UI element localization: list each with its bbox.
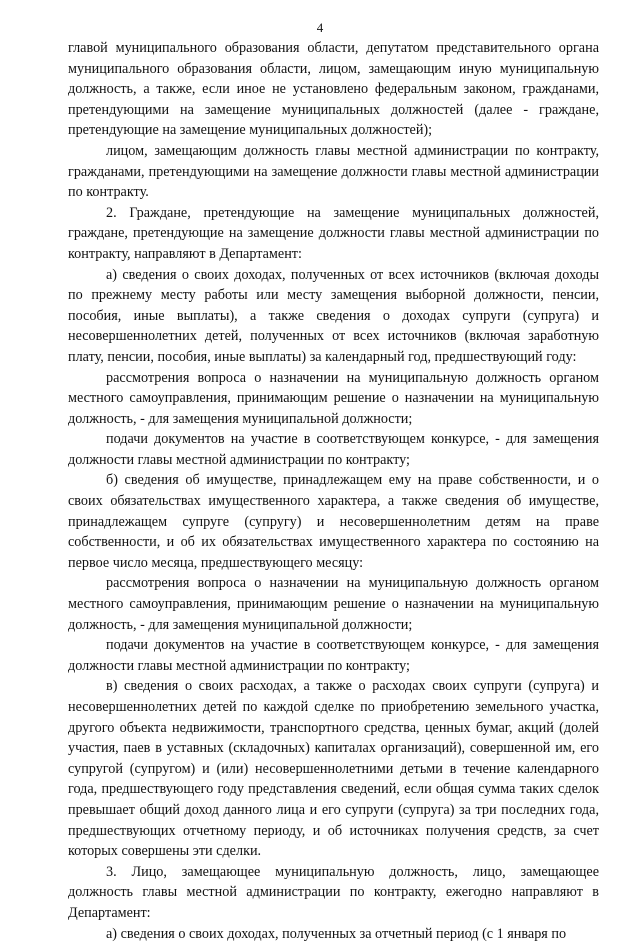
paragraph-head-of-administration: лицом, замещающим должность главы местной администрации по контракту, гражданами, претендующими на замещение должности главы местной администрации по контракту. — [68, 142, 599, 201]
paragraph-continuation: главой муниципального образования области, депутатом представительного органа муниципального образования области, лицом, замещающим иную муниципальную должность, а также, если иное не установлено федеральным законом, гражданами, претендующими на замещение муниципальных должностей (далее - граждане, претендующие на замещение муниципальных должностей); — [68, 40, 599, 139]
paragraph-clause-2: 2. Граждане, претендующие на замещение муниципальных должностей, граждане, претендующие на замещение должности главы местной администрации по контракту, направляют в Департамент: — [68, 204, 599, 262]
paragraph-clause-2a: а) сведения о своих доходах, полученных от всех источников (включая доходы по прежнему месту работы или месту замещения выборной должности, пенсии, пособия, иные выплаты), а также сведения о доходах супруги (супруга) и несовершеннолетних детей, полученных от всех источников (включая заработную плату, пенсии, пособия, иные выплаты) за календарный год, предшествующий году: — [68, 266, 599, 365]
paragraph-clause-3: 3. Лицо, замещающее муниципальную должность, лицо, замещающее должность главы местной администрации по контракту, ежегодно направляют в Департамент: — [68, 863, 599, 921]
paragraph-clause-2b: б) сведения об имуществе, принадлежащем ему на праве собственности, и о своих обязательствах имущественного характера, а также сведения об имуществе, принадлежащем супруге (супругу) и несовершеннолетним детям на праве собственности, и об их обязательствах имущественного характера по состоянию на первое число месяца, предшествующего месяцу: — [68, 472, 599, 571]
document-body — [68, 38, 599, 944]
paragraph-clause-2a-case-2: подачи документов на участие в соответствующем конкурсе, - для замещения должности главы местной администрации по контракту; — [68, 431, 599, 468]
paragraph-clause-3a: а) сведения о своих доходах, полученных за отчетный период (с 1 января по — [106, 925, 567, 942]
paragraph-clause-2b-case-1: рассмотрения вопроса о назначении на муниципальную должность органом местного самоуправления, принимающим решение о назначении на муниципальную должность, - для замещения муниципальной должности; — [68, 575, 599, 633]
paragraph-clause-2c: в) сведения о своих расходах, а также о расходах своих супруги (супруга) и несовершеннолетних детей по каждой сделке по приобретению земельного участка, другого объекта недвижимости, транспортного средства, ценных бумаг, акций (долей участия, паев в уставных (складочных) капиталах организаций), совершенной им, его супругой (супругом) и (или) несовершеннолетними детьми в течение календарного года, предшествующего году представления сведений, если общая сумма таких сделок превышает общий доход данного лица и его супруги (супруга) за три последних года, предшествующих отчетному периоду, и об источниках получения средств, за счет которых совершены эти сделки. — [68, 678, 599, 860]
page-number: 4 — [316, 20, 324, 35]
paragraph-clause-2b-case-2: подачи документов на участие в соответствующем конкурсе, - для замещения должности главы местной администрации по контракту; — [68, 637, 599, 674]
paragraph-clause-2a-case-1: рассмотрения вопроса о назначении на муниципальную должность органом местного самоуправления, принимающим решение о назначении на муниципальную должность, - для замещения муниципальной должности; — [68, 369, 599, 427]
